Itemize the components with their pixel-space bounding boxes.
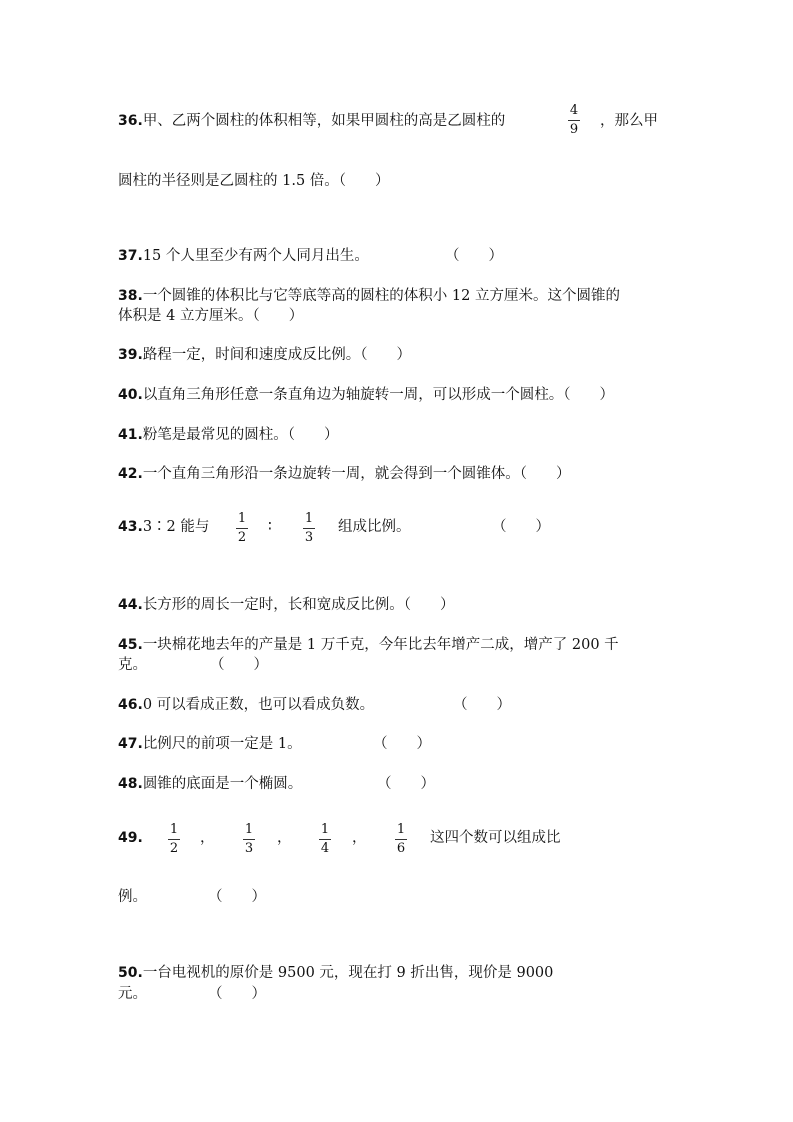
question-43	[118, 517, 209, 537]
answer-paren[interactable]: （ ）	[208, 889, 266, 905]
question-text: 3∶2 能与	[142, 519, 210, 535]
fraction-1-3	[242, 823, 256, 856]
question-number: 39.	[118, 347, 143, 363]
question-number: 45.	[118, 637, 143, 653]
fraction-bar	[303, 528, 315, 529]
numerator: 1	[169, 822, 179, 837]
question-text: 比例尺的前项一定是 1。	[142, 736, 302, 752]
fraction-bar	[568, 120, 580, 121]
question-40	[118, 385, 614, 405]
question-49-line-2: 例。	[118, 889, 147, 905]
question-number: 49.	[118, 830, 143, 846]
question-text: 长方形的周长一定时，长和宽成反比例。（ ）	[142, 597, 455, 613]
question-number: 40.	[118, 387, 143, 403]
question-text: 甲、乙两个圆柱的体积相等，如果甲圆柱的高是乙圆柱的	[142, 113, 506, 129]
numerator: 1	[320, 822, 330, 837]
denominator: 4	[320, 841, 330, 856]
question-43-tail: 组成比例。	[338, 519, 411, 535]
fraction-bar	[236, 528, 248, 529]
question-text: 粉笔是最常见的圆柱。（ ）	[142, 427, 339, 443]
question-50-line-1	[118, 963, 553, 983]
question-38-line-1	[118, 286, 620, 306]
fraction-bar	[168, 839, 180, 840]
question-36-line-1	[118, 111, 505, 131]
question-45-line-1	[118, 635, 619, 655]
question-50-line-2: 元。	[118, 986, 147, 1002]
numerator: 1	[396, 822, 406, 837]
question-text: 15 个人里至少有两个人同月出生。	[142, 248, 369, 264]
question-number: 50.	[118, 965, 143, 981]
question-36-line-2: 圆柱的半径则是乙圆柱的 1.5 倍。（ ）	[118, 173, 390, 189]
answer-paren[interactable]: （ ）	[208, 986, 266, 1002]
question-text: 一块棉花地去年的产量是 1 万千克，今年比去年增产二成，增产了 200 千	[142, 637, 619, 653]
question-number: 43.	[118, 519, 143, 535]
question-number: 36.	[118, 113, 143, 129]
answer-paren[interactable]: （ ）	[210, 657, 268, 673]
fraction-4-9	[567, 104, 581, 137]
answer-paren[interactable]: （ ）	[373, 736, 431, 752]
question-49-text: 这四个数可以组成比	[430, 830, 561, 846]
denominator: 2	[169, 841, 179, 856]
question-37	[118, 246, 369, 266]
question-number: 37.	[118, 248, 143, 264]
fraction-bar	[243, 839, 255, 840]
question-text: 一个圆锥的体积比与它等底等高的圆柱的体积小 12 立方厘米。这个圆锥的	[142, 288, 620, 304]
fraction-1-2	[167, 823, 181, 856]
answer-paren[interactable]: （ ）	[453, 697, 511, 713]
denominator: 6	[396, 841, 406, 856]
question-number: 42.	[118, 466, 143, 482]
question-number: 38.	[118, 288, 143, 304]
question-41	[118, 425, 339, 445]
comma: ，	[352, 830, 367, 846]
fraction-1-6	[394, 823, 408, 856]
numerator: 4	[569, 103, 579, 118]
question-number: 46.	[118, 697, 143, 713]
question-text: 一个直角三角形沿一条边旋转一周，就会得到一个圆锥体。（ ）	[142, 466, 571, 482]
question-46	[118, 695, 374, 715]
question-number: 44.	[118, 597, 143, 613]
question-45-line-2: 克。	[118, 657, 147, 673]
answer-paren[interactable]: （ ）	[377, 776, 435, 792]
comma: ，	[200, 830, 215, 846]
question-text: 一台电视机的原价是 9500 元，现在打 9 折出售，现价是 9000	[142, 965, 554, 981]
denominator: 3	[244, 841, 254, 856]
numerator: 1	[244, 822, 254, 837]
question-49-number	[118, 828, 143, 848]
denominator: 3	[304, 530, 314, 545]
denominator: 2	[237, 530, 247, 545]
question-36-tail: ，那么甲	[600, 113, 658, 129]
question-text: 圆锥的底面是一个椭圆。	[142, 776, 303, 792]
question-number: 41.	[118, 427, 143, 443]
question-text: 0 可以看成正数，也可以看成负数。	[142, 697, 375, 713]
question-38-line-2: 体积是 4 立方厘米。（ ）	[118, 308, 304, 324]
fraction-bar	[319, 839, 331, 840]
question-47	[118, 734, 302, 754]
question-text: 以直角三角形任意一条直角边为轴旋转一周，可以形成一个圆柱。（ ）	[142, 387, 615, 403]
question-number: 48.	[118, 776, 143, 792]
answer-paren[interactable]: （ ）	[492, 519, 550, 535]
fraction-1-3	[302, 512, 316, 545]
question-48	[118, 774, 302, 794]
numerator: 1	[237, 511, 247, 526]
numerator: 1	[304, 511, 314, 526]
answer-paren[interactable]: （ ）	[445, 248, 503, 264]
question-42	[118, 464, 571, 484]
denominator: 9	[569, 122, 579, 137]
fraction-bar	[395, 839, 407, 840]
question-44	[118, 595, 455, 615]
fraction-1-4	[318, 823, 332, 856]
question-number: 47.	[118, 736, 143, 752]
question-39	[118, 345, 411, 365]
ratio-colon: ∶	[268, 519, 272, 535]
comma: ，	[277, 830, 292, 846]
fraction-1-2	[235, 512, 249, 545]
question-text: 路程一定，时间和速度成反比例。（ ）	[142, 347, 412, 363]
